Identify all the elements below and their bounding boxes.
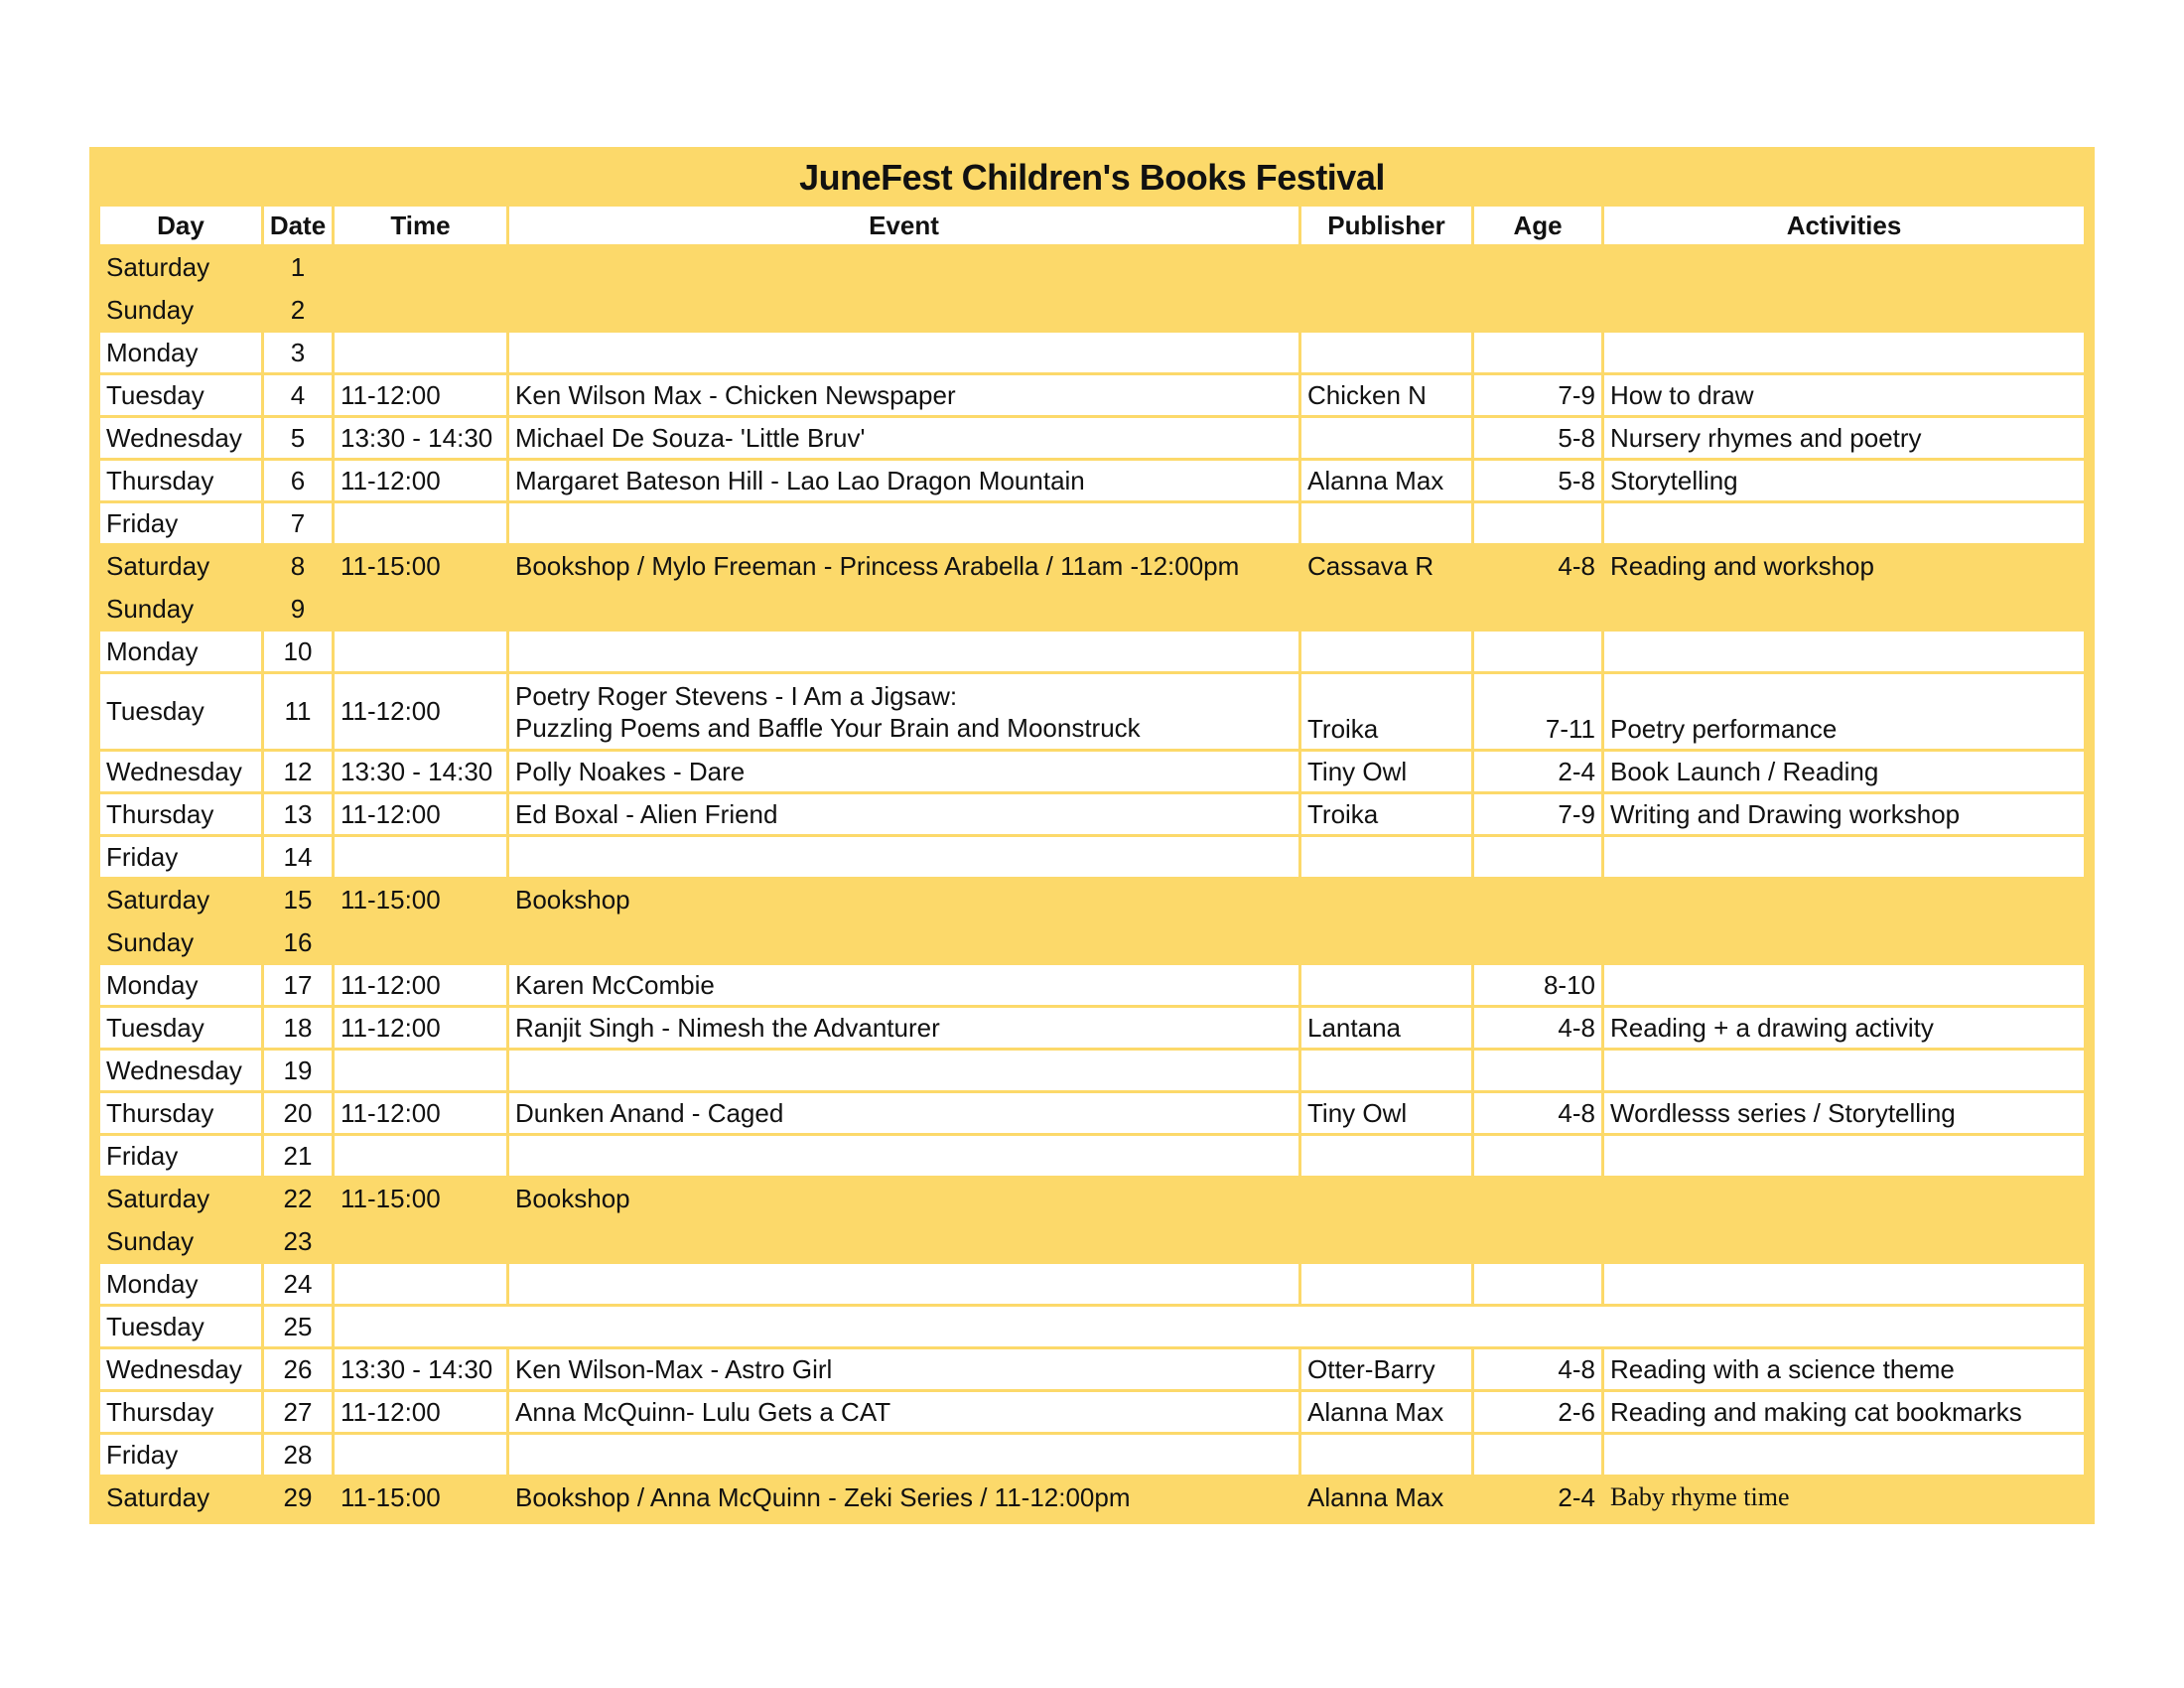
cell-event <box>509 632 1298 671</box>
event-line: Margaret Bateson Hill - Lao Lao Dragon Mountain <box>515 465 1085 495</box>
cell-publisher <box>1301 418 1471 458</box>
cell-publisher <box>1301 247 1471 287</box>
event-line: Bookshop <box>515 884 630 914</box>
cell-activities <box>1604 1435 2084 1475</box>
table-row <box>100 922 2084 962</box>
schedule-table <box>97 204 2087 1520</box>
cell-event <box>509 1435 1298 1475</box>
cell-publisher: Alanna Max <box>1301 461 1471 500</box>
table-row <box>100 1477 2084 1517</box>
cell-day: Friday <box>100 503 261 543</box>
cell-date: 18 <box>264 1008 332 1048</box>
cell-event <box>509 1008 1298 1048</box>
cell-age <box>1474 1221 1601 1261</box>
table-row <box>100 1349 2084 1389</box>
cell-date: 20 <box>264 1093 332 1133</box>
cell-event <box>509 503 1298 543</box>
cell-day: Thursday <box>100 1392 261 1432</box>
cell-day: Friday <box>100 837 261 877</box>
cell-date: 29 <box>264 1477 332 1517</box>
cell-age: 7-9 <box>1474 375 1601 415</box>
table-row <box>100 418 2084 458</box>
cell-activities <box>1604 837 2084 877</box>
cell-activities: Baby rhyme time <box>1604 1477 2084 1517</box>
cell-day: Saturday <box>100 1477 261 1517</box>
cell-date: 21 <box>264 1136 332 1176</box>
cell-event <box>509 1264 1298 1304</box>
cell-activities: Reading and workshop <box>1604 546 2084 586</box>
cell-activities <box>1604 290 2084 330</box>
cell-event <box>509 1392 1298 1432</box>
cell-time: 11-15:00 <box>335 1477 506 1517</box>
cell-time <box>335 1051 506 1090</box>
header-publisher: Publisher <box>1301 207 1471 244</box>
event-line: Ken Wilson-Max - Astro Girl <box>515 1353 833 1384</box>
event-line: Puzzling Poems and Baffle Your Brain and Moonstruck <box>515 712 1141 743</box>
cell-activities <box>1604 589 2084 629</box>
cell-publisher <box>1301 503 1471 543</box>
cell-activities: Storytelling <box>1604 461 2084 500</box>
cell-publisher <box>1301 1179 1471 1218</box>
cell-age <box>1474 333 1601 372</box>
cell-date: 16 <box>264 922 332 962</box>
cell-publisher <box>1301 922 1471 962</box>
table-row <box>100 290 2084 330</box>
cell-publisher <box>1301 837 1471 877</box>
cell-activities <box>1604 922 2084 962</box>
cell-event <box>509 247 1298 287</box>
cell-publisher <box>1301 333 1471 372</box>
cell-age: 8-10 <box>1474 965 1601 1005</box>
cell-date: 6 <box>264 461 332 500</box>
table-row <box>100 1093 2084 1133</box>
table-row <box>100 752 2084 791</box>
table-row <box>100 1392 2084 1432</box>
cell-event <box>509 1349 1298 1389</box>
cell-time: 11-12:00 <box>335 461 506 500</box>
cell-date: 9 <box>264 589 332 629</box>
cell-event <box>509 290 1298 330</box>
cell-publisher: Tiny Owl <box>1301 1093 1471 1133</box>
cell-publisher: Alanna Max <box>1301 1477 1471 1517</box>
cell-event <box>509 1179 1298 1218</box>
cell-publisher: Chicken N <box>1301 375 1471 415</box>
cell-activities <box>1604 1051 2084 1090</box>
cell-activities: Poetry performance <box>1604 674 2084 749</box>
cell-time: 11-12:00 <box>335 794 506 834</box>
cell-age <box>1474 503 1601 543</box>
cell-date: 27 <box>264 1392 332 1432</box>
cell-activities <box>1604 1221 2084 1261</box>
cell-time: 11-12:00 <box>335 375 506 415</box>
cell-time: 11-12:00 <box>335 965 506 1005</box>
cell-date: 15 <box>264 880 332 919</box>
cell-date: 7 <box>264 503 332 543</box>
cell-time <box>335 247 506 287</box>
cell-event <box>509 418 1298 458</box>
cell-date: 4 <box>264 375 332 415</box>
cell-activities <box>1604 1136 2084 1176</box>
cell-activities <box>1604 1264 2084 1304</box>
table-row <box>100 1008 2084 1048</box>
cell-date: 12 <box>264 752 332 791</box>
event-line: Polly Noakes - Dare <box>515 756 746 786</box>
event-line: Ranjit Singh - Nimesh the Advanturer <box>515 1012 940 1043</box>
table-row <box>100 247 2084 287</box>
header-age: Age <box>1474 207 1601 244</box>
cell-age: 4-8 <box>1474 1008 1601 1048</box>
cell-event <box>509 674 1298 749</box>
cell-age: 5-8 <box>1474 461 1601 500</box>
table-row <box>100 1221 2084 1261</box>
cell-activities: Writing and Drawing workshop <box>1604 794 2084 834</box>
event-line: Ed Boxal - Alien Friend <box>515 798 778 829</box>
cell-event <box>509 965 1298 1005</box>
cell-day: Tuesday <box>100 1008 261 1048</box>
cell-age: 4-8 <box>1474 1349 1601 1389</box>
cell-event <box>509 837 1298 877</box>
event-line: Bookshop / Anna McQuinn - Zeki Series / 11-12:00pm <box>515 1481 1131 1512</box>
festival-schedule <box>89 147 2095 1524</box>
cell-time <box>335 503 506 543</box>
cell-publisher <box>1301 1051 1471 1090</box>
header-activities: Activities <box>1604 207 2084 244</box>
cell-time: 11-12:00 <box>335 674 506 749</box>
cell-date: 17 <box>264 965 332 1005</box>
cell-time <box>335 1264 506 1304</box>
cell-day: Saturday <box>100 880 261 919</box>
cell-age: 2-4 <box>1474 752 1601 791</box>
table-row <box>100 546 2084 586</box>
cell-age <box>1474 290 1601 330</box>
cell-event <box>509 589 1298 629</box>
header-event: Event <box>509 207 1298 244</box>
cell-date: 19 <box>264 1051 332 1090</box>
table-row <box>100 1264 2084 1304</box>
cell-day: Monday <box>100 632 261 671</box>
cell-age <box>1474 880 1601 919</box>
cell-event <box>509 546 1298 586</box>
cell-time <box>335 589 506 629</box>
header-date: Date <box>264 207 332 244</box>
cell-time: 13:30 - 14:30 <box>335 418 506 458</box>
cell-publisher: Lantana <box>1301 1008 1471 1048</box>
cell-age: 4-8 <box>1474 1093 1601 1133</box>
cell-day: Tuesday <box>100 1307 261 1346</box>
cell-day: Saturday <box>100 247 261 287</box>
cell-date: 11 <box>264 674 332 749</box>
cell-publisher <box>1301 589 1471 629</box>
cell-activities: How to draw <box>1604 375 2084 415</box>
cell-activities: Wordlesss series / Storytelling <box>1604 1093 2084 1133</box>
cell-publisher: Tiny Owl <box>1301 752 1471 791</box>
cell-day: Monday <box>100 333 261 372</box>
cell-time: 11-12:00 <box>335 1392 506 1432</box>
cell-age <box>1474 589 1601 629</box>
cell-event <box>509 922 1298 962</box>
event-line: Poetry Roger Stevens - I Am a Jigsaw: <box>515 680 958 711</box>
cell-publisher <box>1301 1221 1471 1261</box>
cell-event <box>509 1051 1298 1090</box>
cell-publisher <box>1301 1264 1471 1304</box>
cell-publisher: Otter-Barry <box>1301 1349 1471 1389</box>
cell-publisher <box>1301 880 1471 919</box>
header-row <box>100 207 2084 244</box>
cell-time <box>335 333 506 372</box>
table-row <box>100 1136 2084 1176</box>
cell-date: 1 <box>264 247 332 287</box>
cell-event <box>509 1136 1298 1176</box>
cell-day: Wednesday <box>100 1349 261 1389</box>
cell-time <box>335 922 506 962</box>
cell-time <box>335 1435 506 1475</box>
header-day: Day <box>100 207 261 244</box>
cell-publisher: Cassava R <box>1301 546 1471 586</box>
cell-event <box>509 375 1298 415</box>
cell-event <box>509 333 1298 372</box>
cell-time: 11-15:00 <box>335 1179 506 1218</box>
event-line: Karen McCombie <box>515 969 715 1000</box>
cell-time: 13:30 - 14:30 <box>335 752 506 791</box>
cell-event <box>509 1477 1298 1517</box>
cell-day: Saturday <box>100 546 261 586</box>
cell-day: Sunday <box>100 589 261 629</box>
header-time: Time <box>335 207 506 244</box>
cell-date: 3 <box>264 333 332 372</box>
cell-activities: Nursery rhymes and poetry <box>1604 418 2084 458</box>
event-line: Michael De Souza- 'Little Bruv' <box>515 422 866 453</box>
cell-time: 11-15:00 <box>335 546 506 586</box>
event-line: Ken Wilson Max - Chicken Newspaper <box>515 379 956 410</box>
cell-date: 10 <box>264 632 332 671</box>
cell-activities: Reading + a drawing activity <box>1604 1008 2084 1048</box>
cell-age <box>1474 1264 1601 1304</box>
cell-time <box>335 1221 506 1261</box>
table-row <box>100 1435 2084 1475</box>
cell-day: Saturday <box>100 1179 261 1218</box>
cell-time: 13:30 - 14:30 <box>335 1349 506 1389</box>
cell-age: 2-6 <box>1474 1392 1601 1432</box>
cell-event <box>509 752 1298 791</box>
table-row <box>100 632 2084 671</box>
cell-day: Thursday <box>100 1093 261 1133</box>
cell-day: Thursday <box>100 794 261 834</box>
cell-age: 2-4 <box>1474 1477 1601 1517</box>
event-line: Bookshop / Mylo Freeman - Princess Arabella / 11am -12:00pm <box>515 550 1240 581</box>
cell-activities <box>1604 247 2084 287</box>
cell-publisher <box>1301 1435 1471 1475</box>
cell-time <box>335 837 506 877</box>
cell-age <box>1474 1435 1601 1475</box>
cell-publisher <box>1301 1136 1471 1176</box>
cell-day: Sunday <box>100 290 261 330</box>
cell-activities <box>1604 503 2084 543</box>
cell-age <box>1474 1051 1601 1090</box>
cell-date: 5 <box>264 418 332 458</box>
table-row <box>100 333 2084 372</box>
cell-date: 24 <box>264 1264 332 1304</box>
cell-activities: Reading and making cat bookmarks <box>1604 1392 2084 1432</box>
cell-age: 4-8 <box>1474 546 1601 586</box>
table-row <box>100 1051 2084 1090</box>
cell-empty-merged <box>335 1307 2084 1346</box>
cell-day: Wednesday <box>100 418 261 458</box>
cell-publisher <box>1301 632 1471 671</box>
table-row <box>100 1179 2084 1218</box>
cell-event <box>509 794 1298 834</box>
table-row <box>100 461 2084 500</box>
table-row <box>100 880 2084 919</box>
cell-day: Tuesday <box>100 674 261 749</box>
cell-activities: Book Launch / Reading <box>1604 752 2084 791</box>
cell-publisher: Troika <box>1301 674 1471 749</box>
cell-time: 11-15:00 <box>335 880 506 919</box>
cell-day: Monday <box>100 965 261 1005</box>
cell-activities <box>1604 880 2084 919</box>
cell-day: Tuesday <box>100 375 261 415</box>
cell-day: Wednesday <box>100 1051 261 1090</box>
cell-activities <box>1604 1179 2084 1218</box>
event-line: Bookshop <box>515 1183 630 1213</box>
cell-publisher <box>1301 965 1471 1005</box>
cell-day: Thursday <box>100 461 261 500</box>
cell-date: 8 <box>264 546 332 586</box>
table-row <box>100 589 2084 629</box>
cell-activities <box>1604 965 2084 1005</box>
cell-date: 14 <box>264 837 332 877</box>
schedule-title: JuneFest Children's Books Festival <box>799 157 1385 198</box>
cell-activities <box>1604 632 2084 671</box>
table-row <box>100 375 2084 415</box>
cell-age <box>1474 837 1601 877</box>
cell-day: Friday <box>100 1136 261 1176</box>
cell-date: 28 <box>264 1435 332 1475</box>
cell-day: Monday <box>100 1264 261 1304</box>
cell-age <box>1474 247 1601 287</box>
cell-event <box>509 1093 1298 1133</box>
cell-time <box>335 632 506 671</box>
cell-age: 7-11 <box>1474 674 1601 749</box>
cell-time <box>335 290 506 330</box>
table-row <box>100 794 2084 834</box>
event-line: Dunken Anand - Caged <box>515 1097 784 1128</box>
cell-date: 25 <box>264 1307 332 1346</box>
cell-age: 7-9 <box>1474 794 1601 834</box>
cell-age <box>1474 1179 1601 1218</box>
cell-activities <box>1604 333 2084 372</box>
cell-time <box>335 1136 506 1176</box>
table-row <box>100 1307 2084 1346</box>
cell-day: Sunday <box>100 922 261 962</box>
event-line: Anna McQuinn- Lulu Gets a CAT <box>515 1396 891 1427</box>
cell-event <box>509 461 1298 500</box>
table-row <box>100 503 2084 543</box>
cell-publisher <box>1301 290 1471 330</box>
cell-age <box>1474 632 1601 671</box>
cell-age <box>1474 922 1601 962</box>
cell-day: Friday <box>100 1435 261 1475</box>
cell-date: 2 <box>264 290 332 330</box>
cell-date: 22 <box>264 1179 332 1218</box>
cell-date: 23 <box>264 1221 332 1261</box>
cell-publisher: Alanna Max <box>1301 1392 1471 1432</box>
cell-date: 13 <box>264 794 332 834</box>
cell-time: 11-12:00 <box>335 1093 506 1133</box>
cell-day: Wednesday <box>100 752 261 791</box>
cell-day: Sunday <box>100 1221 261 1261</box>
cell-time: 11-12:00 <box>335 1008 506 1048</box>
cell-age <box>1474 1136 1601 1176</box>
cell-date: 26 <box>264 1349 332 1389</box>
table-row <box>100 674 2084 749</box>
cell-publisher: Troika <box>1301 794 1471 834</box>
cell-event <box>509 1221 1298 1261</box>
table-row <box>100 837 2084 877</box>
cell-activities: Reading with a science theme <box>1604 1349 2084 1389</box>
table-row <box>100 965 2084 1005</box>
cell-age: 5-8 <box>1474 418 1601 458</box>
cell-event <box>509 880 1298 919</box>
